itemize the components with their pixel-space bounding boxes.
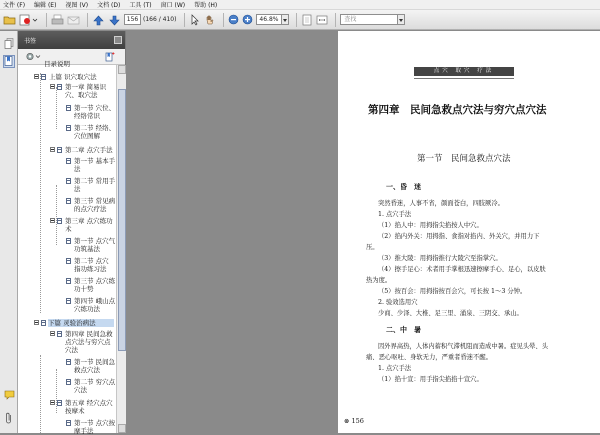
body-text: 因外界高热，人体内蓄积气滞机阻而造成中暑。症见头晕、头: [378, 343, 549, 350]
body-text: （4）擦手足心：术者用手掌根迅速擦摩手心、足心，以皮肤: [378, 266, 546, 273]
menu-tools[interactable]: 工具 (T): [129, 2, 152, 9]
page-marker-icon: ⊗: [344, 417, 352, 425]
folder-icon: [3, 14, 16, 25]
bookmark-icon: [66, 105, 71, 111]
menu-window[interactable]: 窗口 (W): [160, 2, 186, 9]
bookmarks-panel-toolbar: [18, 49, 125, 65]
bookmark-icon: [57, 147, 62, 153]
fit-page-icon: [301, 14, 313, 26]
toolbar-separator: [223, 13, 224, 27]
bookmark-item[interactable]: 第二节 经络、 穴位图解: [74, 124, 116, 140]
cursor-icon: [189, 14, 201, 26]
bookmarks-panel-title: 书签: [24, 37, 37, 45]
heading-text: 二、中 暑: [386, 325, 421, 334]
collapse-toggle[interactable]: [50, 84, 55, 89]
bookmark-item[interactable]: 第四章 民间急救 点穴法与穷穴点 穴法: [65, 330, 113, 354]
body-text: （2）掐内外关：用拇指、食指对掐内、外关穴，并用力下: [378, 233, 540, 240]
envelope-icon: [67, 14, 80, 26]
body-text: 少商、少泽、大椎、足三里、涌泉、三阴交、承山。: [378, 310, 523, 317]
menu-file[interactable]: 文件 (F): [3, 2, 26, 9]
fit-width-icon: [316, 14, 328, 26]
select-tool-button[interactable]: [189, 13, 201, 27]
first-page-button[interactable]: [92, 13, 105, 27]
scroll-up-button[interactable]: [118, 65, 126, 74]
bookmark-icon: [66, 379, 71, 385]
pages-icon: [4, 38, 14, 50]
bookmark-icon: [66, 125, 71, 131]
body-text: 1. 点穴手法: [378, 365, 412, 372]
bookmark-icon: [66, 158, 71, 164]
bookmark-item[interactable]: 上篇 识穴取穴法: [49, 73, 97, 81]
page-count-label: (166 / 410): [143, 16, 177, 23]
fit-page-button[interactable]: [301, 13, 313, 27]
body-text: （1）掐十宣：用手指尖掐掐十宣穴。: [378, 376, 483, 383]
bookmark-icon: [66, 359, 71, 365]
bookmark-icon: [57, 218, 62, 224]
bookmark-item[interactable]: 第四节 峨山点 穴练功法: [74, 297, 116, 313]
open-folder-button[interactable]: [3, 13, 16, 27]
toolbar-separator: [335, 13, 336, 27]
body-text: 压。: [366, 244, 379, 251]
bookmarks-panel: [18, 31, 126, 433]
bookmark-item[interactable]: 第五章 经穴点穴 按摩术: [65, 399, 113, 415]
body-text: 1. 点穴手法: [378, 211, 412, 218]
bookmark-tree: [18, 60, 116, 435]
bookmark-item[interactable]: 第二节 常用手 法: [74, 177, 116, 193]
body-text: 痛、恶心呕吐、身软无力，严重者昏迷不醒。: [366, 354, 492, 361]
collapse-toggle[interactable]: [50, 218, 55, 223]
printer-icon: [51, 14, 64, 26]
zoom-level-input[interactable]: 46.8%: [256, 14, 282, 25]
toolbar-separator: [87, 13, 88, 27]
collapse-toggle[interactable]: [34, 320, 39, 325]
new-bookmark-icon: [105, 52, 115, 62]
bookmark-item[interactable]: 第二节 点穴 指功练习法: [74, 257, 109, 273]
bookmark-item[interactable]: 第三章 点穴练功 术: [65, 217, 113, 233]
bookmark-icon: [66, 178, 71, 184]
toolbar-separator: [46, 13, 47, 27]
bookmark-icon: [66, 298, 71, 304]
bookmarks-scrollbar[interactable]: [116, 65, 126, 433]
bookmark-item-selected[interactable]: 下篇 灵验治病法: [48, 319, 114, 327]
collapse-toggle[interactable]: [50, 400, 55, 405]
bookmarks-panel-button[interactable]: [3, 55, 15, 68]
menu-document[interactable]: 文档 (D): [97, 2, 121, 9]
navigation-rail: [0, 31, 18, 433]
tree-connector: [56, 369, 57, 413]
tree-connector: [56, 87, 57, 129]
bookmark-item[interactable]: 第二章 点穴手法: [65, 146, 113, 154]
close-panel-button[interactable]: [114, 36, 122, 44]
document-viewport[interactable]: [126, 31, 600, 433]
section-title: 第一节 民间急救点穴法: [417, 154, 511, 164]
body-text: 突然昏迷，人事不省，颜面苍白，四肢厥冷。: [378, 200, 504, 207]
bookmark-item[interactable]: 第一节 点穴气 功筑基法: [74, 237, 116, 253]
zoom-in-button[interactable]: [242, 13, 253, 27]
bookmark-item[interactable]: 第二节 穷穴点 穴法: [74, 378, 116, 394]
fit-width-button[interactable]: [316, 13, 328, 27]
bookmark-icon: [41, 74, 46, 80]
header-rule: [414, 78, 514, 79]
bookmark-item[interactable]: 第一节 穴位、 经络常识: [74, 104, 116, 120]
body-text: （1）掐人中：用拇指尖掐按人中穴。: [378, 222, 483, 229]
hand-tool-button[interactable]: [204, 13, 216, 27]
bookmark-icon: [57, 84, 62, 90]
options-menu-button[interactable]: [26, 52, 41, 61]
arrow-down-icon: [108, 14, 121, 26]
collapse-toggle[interactable]: [34, 74, 39, 79]
page-number-footer: [344, 417, 364, 425]
menu-help[interactable]: 帮助 (H): [194, 2, 218, 9]
new-bookmark-button[interactable]: [105, 52, 115, 64]
tree-connector: [40, 355, 41, 433]
bookmark-icon: [57, 331, 62, 337]
create-pdf-icon: [19, 14, 39, 26]
bookmark-item[interactable]: 目录说明: [44, 60, 70, 68]
paperclip-icon: [4, 412, 14, 424]
zoom-in-icon: [242, 14, 253, 25]
zoom-dropdown-button[interactable]: [282, 14, 289, 25]
bookmark-icon: [66, 198, 71, 204]
scroll-down-button[interactable]: [118, 424, 126, 433]
page-number-input[interactable]: 156: [124, 14, 141, 25]
menu-view[interactable]: 视图 (V): [65, 2, 89, 9]
body-text: （3）推大陵：用拇指推行大陵穴至指掌穴。: [378, 255, 502, 262]
footer-page-number: 156: [351, 417, 364, 425]
bookmark-icon: [66, 278, 71, 284]
bookmark-item[interactable]: 第三节 点穴练 功十势: [74, 277, 116, 293]
comments-button[interactable]: [3, 388, 15, 401]
body-text: 2. 验效选用穴: [378, 299, 418, 306]
zoom-out-button[interactable]: [228, 13, 239, 27]
collapse-toggle[interactable]: [50, 331, 55, 336]
collapse-toggle[interactable]: [50, 147, 55, 152]
bookmarks-panel-header: [18, 31, 125, 49]
body-text: 热为度。: [366, 277, 392, 284]
bookmark-item[interactable]: 第一节 基本手 法: [74, 157, 116, 173]
bookmark-icon: [66, 420, 71, 426]
bookmark-icon: [66, 258, 71, 264]
chapter-title: 第四章 民间急救点穴法与穷穴点穴法: [368, 104, 547, 116]
bookmark-item[interactable]: 第三节 常见病 的点穴疗法: [74, 197, 116, 213]
bookmark-icon: [41, 320, 46, 326]
email-button[interactable]: [67, 13, 80, 27]
hand-icon: [204, 14, 216, 26]
bookmark-item[interactable]: 第一章 简易识 穴、取穴法: [65, 83, 107, 99]
toolbar-separator: [184, 13, 185, 27]
bookmark-icon: [66, 238, 71, 244]
tree-connector: [56, 185, 57, 245]
bookmark-item[interactable]: 第一节 点穴按 摩手法: [74, 419, 116, 435]
attachments-button[interactable]: [3, 411, 15, 424]
find-input[interactable]: 查找: [340, 14, 398, 25]
arrow-up-icon: [92, 14, 105, 26]
scroll-thumb[interactable]: [118, 89, 126, 351]
body-text: （5）按百会：用拇指按百会穴，可长按 1～3 分钟。: [378, 288, 527, 295]
bookmark-item[interactable]: 第一节 民间急 救点穴法: [74, 358, 116, 374]
page-header-banner: 点穴 取穴 疗法: [414, 67, 514, 76]
menu-edit[interactable]: 编辑 (E): [34, 2, 57, 9]
find-dropdown-button[interactable]: [398, 14, 405, 25]
tree-connector: [40, 73, 41, 313]
bookmark-icon: [4, 56, 14, 67]
menu-bar: [0, 0, 600, 10]
document-page: [338, 31, 600, 433]
toolbar-separator: [296, 13, 297, 27]
heading-text: 一、昏 迷: [386, 182, 421, 191]
pages-panel-button[interactable]: [3, 37, 15, 50]
options-icon: [26, 52, 41, 61]
next-page-button[interactable]: [108, 13, 121, 27]
zoom-out-icon: [228, 14, 239, 25]
create-pdf-button[interactable]: [19, 13, 39, 27]
comment-icon: [4, 390, 15, 400]
bookmark-icon: [57, 400, 62, 406]
toolbar: [0, 10, 600, 30]
print-button[interactable]: [51, 13, 64, 27]
